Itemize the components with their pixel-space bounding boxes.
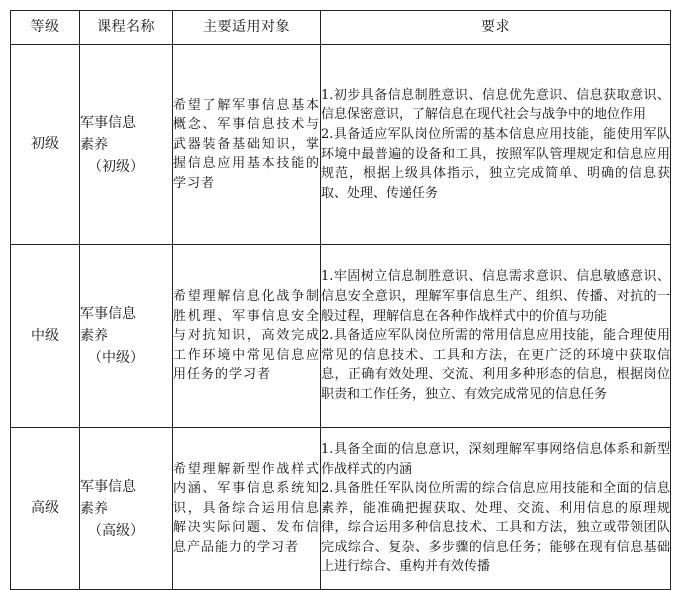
course-level-table xyxy=(10,10,671,590)
header-course-name: 课程名称 xyxy=(80,11,173,45)
header-target-audience: 主要适用对象 xyxy=(173,11,321,45)
header-row xyxy=(11,11,671,45)
course-name-line: 军事信息 xyxy=(80,114,136,131)
table-row xyxy=(11,245,671,428)
header-level: 等级 xyxy=(11,11,80,45)
level-cell: 高级 xyxy=(11,428,80,590)
course-name-line: 素养 xyxy=(80,136,108,153)
level-cell: 初级 xyxy=(11,45,80,245)
requirement-item: 1.牢固树立信息制胜意识、信息需求意识、信息敏感意识、信息安全意识，理解军事信息生产、组织、传播、对抗的一般过程，理解信息在各种作战样式中的价值与功能 xyxy=(321,269,670,324)
table-body xyxy=(11,45,671,590)
table-row xyxy=(11,45,671,245)
requirement-item: 1.具备全面的信息意识，深刻理解军事网络信息体系和新型作战样式的内涵 xyxy=(321,441,670,477)
course-name-line: 素养 xyxy=(80,500,108,517)
course-name-cell xyxy=(80,428,173,590)
course-name-cell xyxy=(80,245,173,428)
course-level-suffix: （初级） xyxy=(88,158,144,175)
requirement-item: 2.具备适应军队岗位所需的常用信息应用技能，能合理使用常见的信息技术、工具和方法，在更广泛的环境中获取信息，正确有效处理、交流、利用多种形态的信息，根据岗位职责和工作任务，独立、有效完成常见的信息任务 xyxy=(321,328,670,402)
requirements-cell xyxy=(321,428,671,590)
requirement-item: 1.初步具备信息制胜意识、信息优先意识、信息获取意识、信息保密意识，了解信息在现代社会与战争中的地位作用 xyxy=(321,87,670,123)
course-level-suffix: （中级） xyxy=(88,350,144,366)
course-level-suffix: （高级） xyxy=(88,522,144,539)
course-name-line: 军事信息 xyxy=(80,306,136,322)
table-row xyxy=(11,428,671,590)
header-requirements: 要求 xyxy=(321,11,671,45)
table-header xyxy=(11,11,671,45)
requirements-cell xyxy=(321,245,671,428)
target-audience-cell: 希望理解新型作战样式内涵、军事信息系统知识，具备综合运用信息解决实际问题、发布信息产品能力的学习者 xyxy=(173,428,321,590)
target-audience-cell: 希望了解军事信息基本概念、军事信息技术与武器装备基础知识，掌握信息应用基本技能的学习者 xyxy=(173,45,321,245)
requirements-cell xyxy=(321,45,671,245)
course-name-line: 军事信息 xyxy=(80,478,136,495)
course-name-line: 素养 xyxy=(80,328,108,344)
course-name-cell xyxy=(80,45,173,245)
level-cell: 中级 xyxy=(11,245,80,428)
target-audience-cell: 希望理解信息化战争制胜机理、军事信息安全与对抗知识，高效完成工作环境中常见信息应用任务的学习者 xyxy=(173,245,321,428)
requirement-item: 2.具备适应军队岗位所需的基本信息应用技能，能使用军队环境中最普遍的设备和工具，按照军队管理规定和信息应用规范，根据上级具体指示，独立完成简单、明确的信息获取、处理、传递任务 xyxy=(321,126,670,201)
requirement-item: 2.具备胜任军队岗位所需的综合信息应用技能和全面的信息素养，能准确把握获取、处理、交流、利用信息的原理规律，综合运用多种信息技术、工具和方法，独立或带领团队完成综合、复杂、多步骤的信息任务；能够在现有信息基础上进行综合、重构并有效传播 xyxy=(321,481,670,575)
